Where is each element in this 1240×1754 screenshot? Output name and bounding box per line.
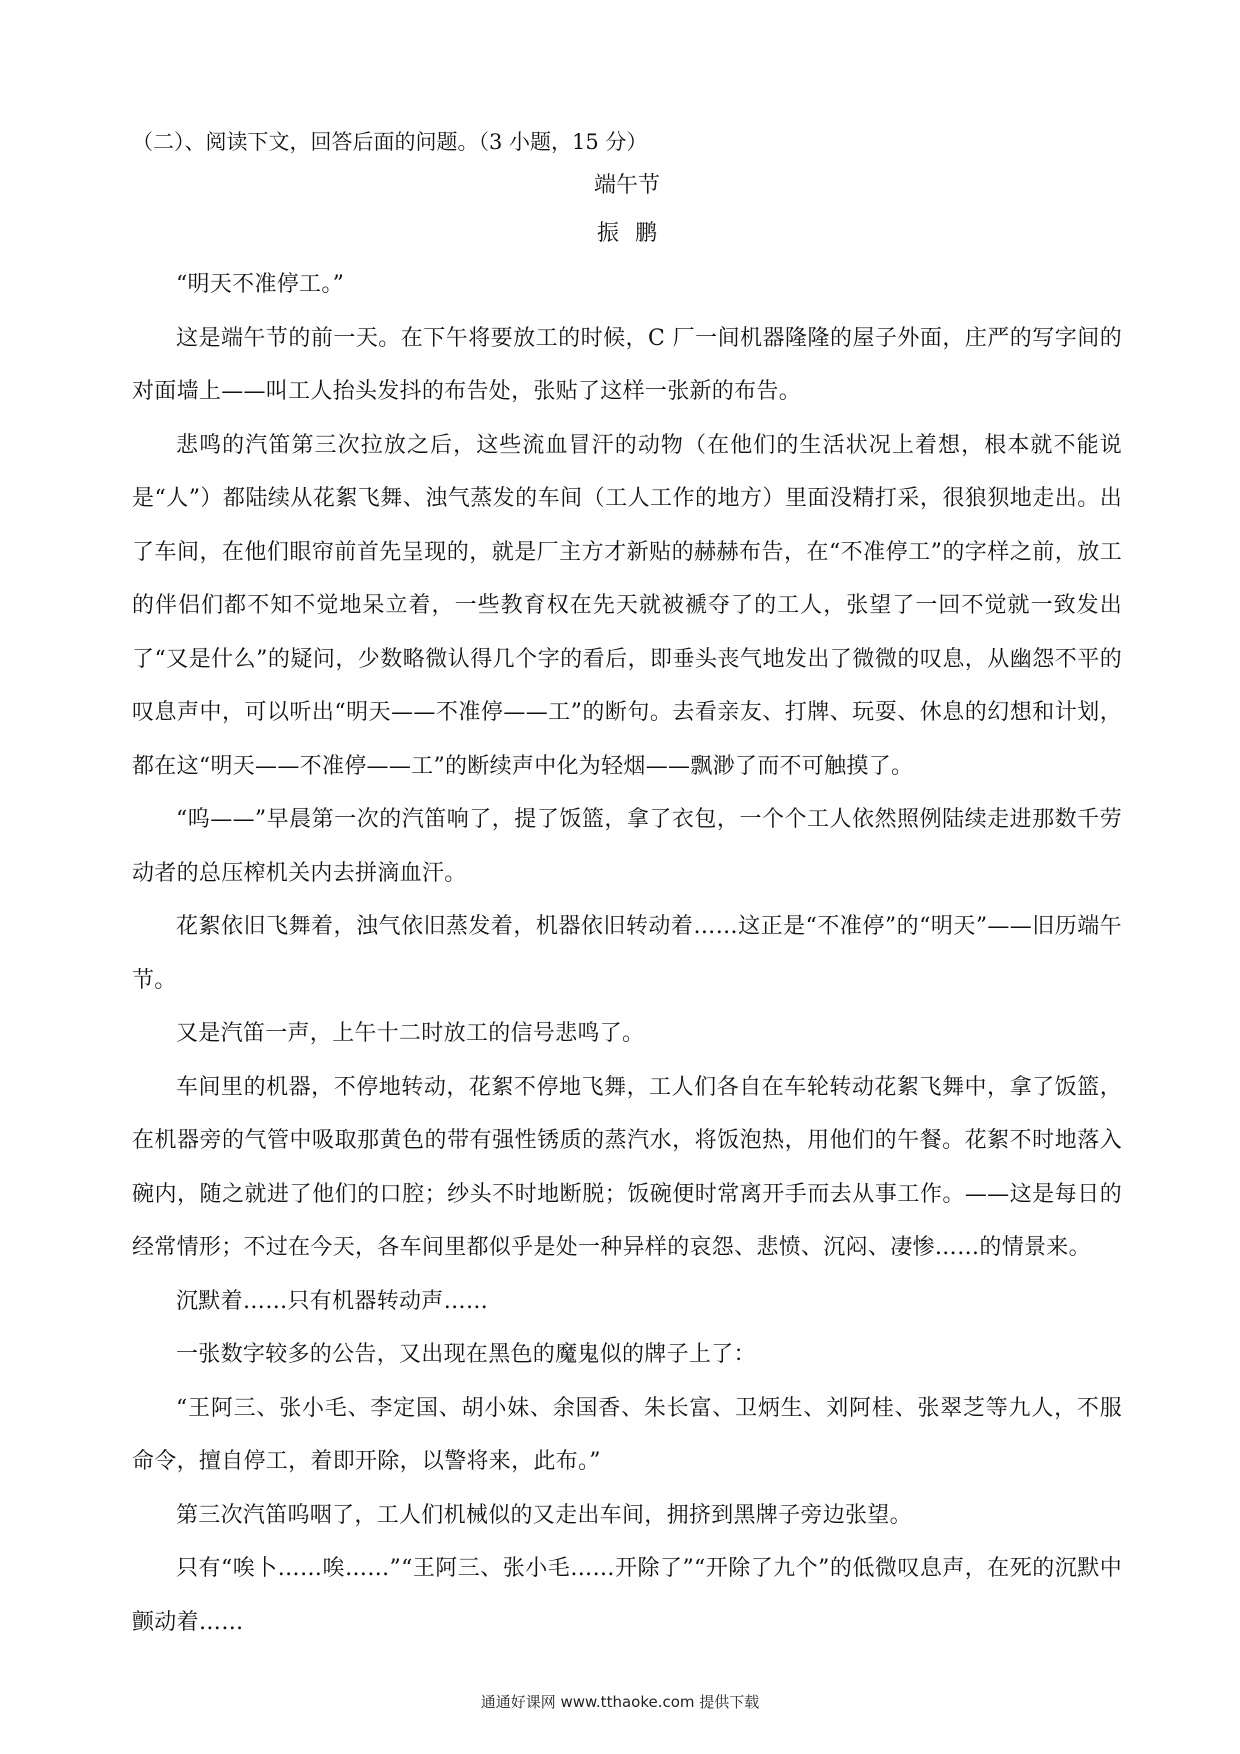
section-heading: （二）、阅读下文，回答后面的问题。（3 小题，15 分） — [132, 130, 648, 154]
article-author: 振鹏 — [596, 221, 673, 246]
paragraph: “明天不准停工。” — [176, 272, 345, 297]
paragraph: 第三次汽笛呜咽了，工人们机械似的又走出车间，拥挤到黑牌子旁边张望。 — [176, 1502, 912, 1528]
paragraph: 花絮依旧飞舞着，浊气依旧蒸发着，机器依旧转动着……这正是“不准停”的“明天”——旧历端午节。 — [132, 914, 1122, 993]
article-body — [132, 258, 1122, 1649]
paragraph: 这是端午节的前一天。在下午将要放工的时候，C 厂一间机器隆隆的屋子外面，庄严的写字间的对面墙上——叫工人抬头发抖的布告处，张贴了这样一张新的布告。 — [132, 325, 1122, 404]
paragraph: 只有“唉卜……唉……”“王阿三、张小毛……开除了”“开除了九个”的低微叹息声，在死的沉默中颤动着…… — [132, 1556, 1122, 1635]
paragraph: 悲鸣的汽笛第三次拉放之后，这些流血冒汗的动物（在他们的生活状况上着想，根本就不能说是“人”）都陆续从花絮飞舞、浊气蒸发的车间（工人工作的地方）里面没精打采，很狼狈地走出。出了车间，在他们眼帘前首先呈现的，就是厂主方才新贴的赫赫布告，在“不准停工”的字样之前，放工的伴侣们都不知不觉地呆立着，一些教育权在先天就被褫夺了的工人，张望了一回不觉就一致发出了“又是什么”的疑问，少数略微认得几个字的看后，即垂头丧气地发出了微微的叹息，从幽怨不平的叹息声中，可以听出“明天——不准停——工”的断句。去看亲友、打牌、玩耍、休息的幻想和计划，都在这“明天——不准停——工”的断续声中化为轻烟——飘渺了而不可触摸了。 — [132, 432, 1122, 779]
page-footer: 通通好课网 www.tthaoke.com 提供下载 — [480, 1693, 760, 1711]
paragraph: 又是汽笛一声，上午十二时放工的信号悲鸣了。 — [176, 1021, 645, 1046]
reading-section — [132, 122, 1122, 1649]
paragraph: 车间里的机器，不停地转动，花絮不停地飞舞，工人们各自在车轮转动花絮飞舞中，拿了饭篮，在机器旁的气管中吸取那黄色的带有强性锈质的蒸汽水，将饭泡热，用他们的午餐。花絮不时地落入碗内，随之就进了他们的口腔；纱头不时地断脱；饭碗便时常离开手而去从事工作。——这是每日的经常情形；不过在今天，各车间里都似乎是处一种异样的哀怨、悲愤、沉闷、凄惨……的情景来。 — [132, 1074, 1122, 1260]
paragraph: 沉默着……只有机器转动声…… — [176, 1288, 489, 1314]
article-title: 端午节 — [593, 173, 660, 198]
paragraph: 一张数字较多的公告，又出现在黑色的魔鬼似的牌子上了： — [176, 1342, 756, 1367]
paragraph: “呜——”早晨第一次的汽笛响了，提了饭篮，拿了衣包，一个个工人依然照例陆续走进那数千劳动者的总压榨机关内去拼滴血汗。 — [132, 807, 1122, 886]
paragraph: “王阿三、张小毛、李定国、胡小妹、余国香、朱长富、卫炳生、刘阿桂、张翠芝等九人，不服命令，擅自停工，着即开除，以警将来，此布。” — [132, 1395, 1122, 1474]
